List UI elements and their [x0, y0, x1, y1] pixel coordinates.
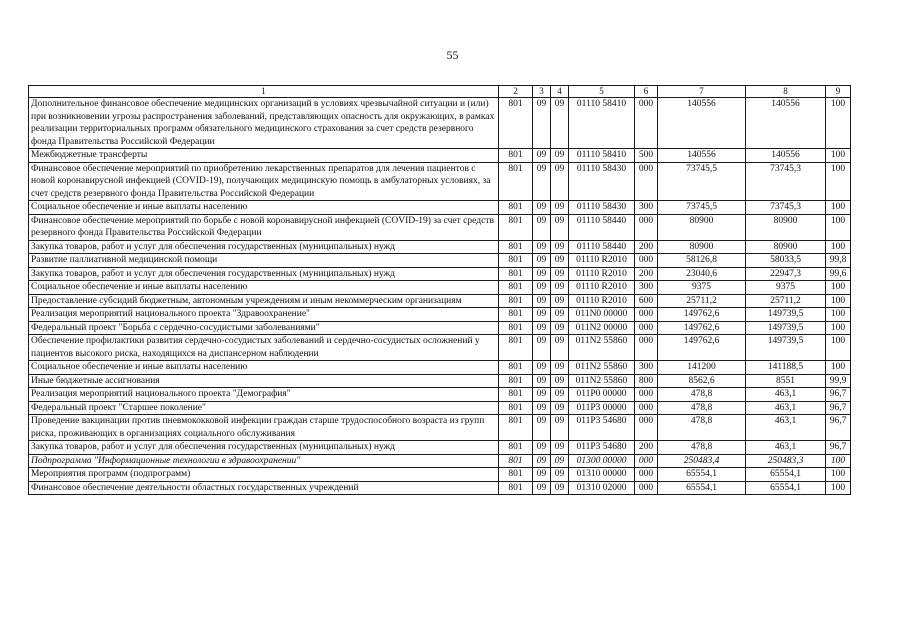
section-code: 09 — [533, 454, 551, 468]
section-code: 09 — [533, 361, 551, 375]
ministry-code: 801 — [499, 149, 533, 163]
execution-percent: 100 — [826, 240, 851, 254]
ministry-code: 801 — [499, 321, 533, 335]
expense-type-code: 000 — [635, 98, 658, 149]
table-row — [29, 149, 851, 163]
target-article-code: 011P3 00000 — [569, 401, 635, 415]
executed-amount: 463,1 — [746, 401, 826, 415]
expense-type-code: 000 — [635, 214, 658, 240]
execution-percent: 100 — [826, 481, 851, 495]
executed-amount: 65554,1 — [746, 481, 826, 495]
executed-amount: 58033,5 — [746, 254, 826, 268]
row-name: Финансовое обеспечение мероприятий по борьбе с новой коронавирусной инфекцией (COVID-19) за счет средств резервного фонда Правительства Российской Федерации — [29, 214, 499, 240]
table-row — [29, 415, 851, 441]
expense-type-code: 300 — [635, 361, 658, 375]
ministry-code: 801 — [499, 401, 533, 415]
row-name: Обеспечение профилактики развития сердечно-сосудистых заболеваний и сердечно-сосудистых осложнений у пациентов высокого риска, находящихся на диспансерном наблюдении — [29, 335, 499, 361]
row-name: Проведение вакцинации против пневмококковой инфекции граждан старше трудоспособного возраста из групп риска, проживающих в организациях социального обслуживания — [29, 415, 499, 441]
section-code: 09 — [533, 201, 551, 215]
section-code: 09 — [533, 214, 551, 240]
section-code: 09 — [533, 481, 551, 495]
target-article-code: 011N2 55860 — [569, 374, 635, 388]
executed-amount: 149739,5 — [746, 335, 826, 361]
subsection-code: 09 — [551, 468, 569, 482]
table-row — [29, 254, 851, 268]
ministry-code: 801 — [499, 481, 533, 495]
subsection-code: 09 — [551, 149, 569, 163]
subsection-code: 09 — [551, 162, 569, 201]
planned-amount: 149762,6 — [658, 335, 746, 361]
target-article-code: 01300 00000 — [569, 454, 635, 468]
table-row — [29, 361, 851, 375]
planned-amount: 149762,6 — [658, 321, 746, 335]
ministry-code: 801 — [499, 162, 533, 201]
execution-percent: 100 — [826, 468, 851, 482]
section-code: 09 — [533, 374, 551, 388]
section-code: 09 — [533, 321, 551, 335]
expense-type-code: 000 — [635, 481, 658, 495]
column-number: 1 — [29, 86, 499, 98]
planned-amount: 478,8 — [658, 388, 746, 402]
planned-amount: 65554,1 — [658, 481, 746, 495]
row-name: Финансовое обеспечение мероприятий по приобретению лекарственных препаратов для лечения пациентов с новой коронавирусной инфекцией (COVID-19), получающих медицинскую помощь в амбулаторных условиях, за счет средств резервного фонда Правительства Российской Федерации — [29, 162, 499, 201]
ministry-code: 801 — [499, 468, 533, 482]
target-article-code: 01110 58440 — [569, 240, 635, 254]
row-name: Мероприятия программ (подпрограмм) — [29, 468, 499, 482]
planned-amount: 80900 — [658, 240, 746, 254]
execution-percent: 100 — [826, 98, 851, 149]
subsection-code: 09 — [551, 267, 569, 281]
executed-amount: 140556 — [746, 149, 826, 163]
executed-amount: 463,1 — [746, 388, 826, 402]
ministry-code: 801 — [499, 454, 533, 468]
row-name: Федеральный проект "Старшее поколение" — [29, 401, 499, 415]
execution-percent: 100 — [826, 454, 851, 468]
execution-percent: 100 — [826, 162, 851, 201]
planned-amount: 73745,5 — [658, 201, 746, 215]
execution-percent: 100 — [826, 321, 851, 335]
row-name: Предоставление субсидий бюджетным, автономным учреждениям и иным некоммерческим организациям — [29, 294, 499, 308]
budget-table — [28, 85, 851, 495]
target-article-code: 01110 58430 — [569, 162, 635, 201]
subsection-code: 09 — [551, 454, 569, 468]
row-name: Иные бюджетные ассигнования — [29, 374, 499, 388]
subsection-code: 09 — [551, 240, 569, 254]
ministry-code: 801 — [499, 240, 533, 254]
executed-amount: 73745,3 — [746, 201, 826, 215]
planned-amount: 478,8 — [658, 441, 746, 455]
executed-amount: 22947,3 — [746, 267, 826, 281]
row-name: Закупка товаров, работ и услуг для обеспечения государственных (муниципальных) нужд — [29, 267, 499, 281]
row-name: Закупка товаров, работ и услуг для обеспечения государственных (муниципальных) нужд — [29, 441, 499, 455]
subsection-code: 09 — [551, 214, 569, 240]
subsection-code: 09 — [551, 321, 569, 335]
ministry-code: 801 — [499, 374, 533, 388]
table-row — [29, 267, 851, 281]
execution-percent: 100 — [826, 308, 851, 322]
execution-percent: 99,9 — [826, 374, 851, 388]
executed-amount: 80900 — [746, 214, 826, 240]
planned-amount: 478,8 — [658, 401, 746, 415]
expense-type-code: 000 — [635, 321, 658, 335]
target-article-code: 011N0 00000 — [569, 308, 635, 322]
planned-amount: 80900 — [658, 214, 746, 240]
column-number: 8 — [746, 86, 826, 98]
column-number: 2 — [499, 86, 533, 98]
executed-amount: 65554,1 — [746, 468, 826, 482]
planned-amount: 25711,2 — [658, 294, 746, 308]
expense-type-code: 000 — [635, 254, 658, 268]
column-number: 6 — [635, 86, 658, 98]
section-code: 09 — [533, 415, 551, 441]
section-code: 09 — [533, 294, 551, 308]
subsection-code: 09 — [551, 98, 569, 149]
target-article-code: 01310 00000 — [569, 468, 635, 482]
execution-percent: 96,7 — [826, 401, 851, 415]
planned-amount: 73745,5 — [658, 162, 746, 201]
executed-amount: 149739,5 — [746, 321, 826, 335]
section-code: 09 — [533, 308, 551, 322]
section-code: 09 — [533, 98, 551, 149]
section-code: 09 — [533, 468, 551, 482]
subsection-code: 09 — [551, 374, 569, 388]
target-article-code: 01310 02000 — [569, 481, 635, 495]
target-article-code: 01110 58440 — [569, 214, 635, 240]
expense-type-code: 200 — [635, 267, 658, 281]
ministry-code: 801 — [499, 415, 533, 441]
execution-percent: 96,7 — [826, 441, 851, 455]
subsection-code: 09 — [551, 415, 569, 441]
execution-percent: 100 — [826, 201, 851, 215]
target-article-code: 01110 R2010 — [569, 294, 635, 308]
planned-amount: 58126,8 — [658, 254, 746, 268]
ministry-code: 801 — [499, 388, 533, 402]
table-row — [29, 374, 851, 388]
ministry-code: 801 — [499, 335, 533, 361]
execution-percent: 100 — [826, 214, 851, 240]
expense-type-code: 000 — [635, 335, 658, 361]
planned-amount: 8562,6 — [658, 374, 746, 388]
row-name: Социальное обеспечение и иные выплаты населению — [29, 281, 499, 295]
target-article-code: 01110 58430 — [569, 201, 635, 215]
executed-amount: 140556 — [746, 98, 826, 149]
execution-percent: 96,7 — [826, 415, 851, 441]
subsection-code: 09 — [551, 281, 569, 295]
table-row — [29, 441, 851, 455]
planned-amount: 140556 — [658, 149, 746, 163]
row-name: Межбюджетные трансферты — [29, 149, 499, 163]
table-row — [29, 162, 851, 201]
target-article-code: 01110 58410 — [569, 98, 635, 149]
row-name: Социальное обеспечение и иные выплаты населению — [29, 201, 499, 215]
expense-type-code: 300 — [635, 201, 658, 215]
subsection-code: 09 — [551, 361, 569, 375]
table-row — [29, 240, 851, 254]
ministry-code: 801 — [499, 98, 533, 149]
subsection-code: 09 — [551, 481, 569, 495]
table-row — [29, 481, 851, 495]
executed-amount: 463,1 — [746, 415, 826, 441]
table-row — [29, 308, 851, 322]
row-name: Дополнительное финансовое обеспечение медицинских организаций в условиях чрезвычайной ситуации и (или) при возникновении угрозы распространения заболеваний, представляющих опасность для окружающих, в рамках реализации территориальных программ обязательного медицинского страхования за счет средств резервного фонда Правительства Российской Федерации — [29, 98, 499, 149]
subsection-code: 09 — [551, 254, 569, 268]
table-row — [29, 468, 851, 482]
ministry-code: 801 — [499, 201, 533, 215]
expense-type-code: 500 — [635, 149, 658, 163]
execution-percent: 100 — [826, 149, 851, 163]
executed-amount: 25711,2 — [746, 294, 826, 308]
column-number: 4 — [551, 86, 569, 98]
table-row — [29, 321, 851, 335]
execution-percent: 100 — [826, 294, 851, 308]
expense-type-code: 300 — [635, 281, 658, 295]
subsection-code: 09 — [551, 335, 569, 361]
expense-type-code: 000 — [635, 454, 658, 468]
executed-amount: 9375 — [746, 281, 826, 295]
table-row — [29, 388, 851, 402]
subsection-code: 09 — [551, 388, 569, 402]
section-code: 09 — [533, 441, 551, 455]
planned-amount: 65554,1 — [658, 468, 746, 482]
expense-type-code: 600 — [635, 294, 658, 308]
executed-amount: 250483,3 — [746, 454, 826, 468]
planned-amount: 9375 — [658, 281, 746, 295]
subsection-code: 09 — [551, 308, 569, 322]
target-article-code: 01110 58410 — [569, 149, 635, 163]
subsection-code: 09 — [551, 401, 569, 415]
planned-amount: 140556 — [658, 98, 746, 149]
expense-type-code: 000 — [635, 415, 658, 441]
table-header-row — [29, 86, 851, 98]
executed-amount: 73745,3 — [746, 162, 826, 201]
section-code: 09 — [533, 281, 551, 295]
planned-amount: 23040,6 — [658, 267, 746, 281]
target-article-code: 011N2 55860 — [569, 361, 635, 375]
row-name: Реализация мероприятий национального проекта "Здравоохранение" — [29, 308, 499, 322]
row-name: Реализация мероприятий национального проекта "Демография" — [29, 388, 499, 402]
target-article-code: 011N2 00000 — [569, 321, 635, 335]
execution-percent: 100 — [826, 361, 851, 375]
execution-percent: 100 — [826, 335, 851, 361]
expense-type-code: 000 — [635, 401, 658, 415]
table-row — [29, 335, 851, 361]
expense-type-code: 200 — [635, 240, 658, 254]
expense-type-code: 200 — [635, 441, 658, 455]
section-code: 09 — [533, 240, 551, 254]
table-row — [29, 98, 851, 149]
section-code: 09 — [533, 162, 551, 201]
table-row — [29, 281, 851, 295]
expense-type-code: 000 — [635, 468, 658, 482]
executed-amount: 141188,5 — [746, 361, 826, 375]
subsection-code: 09 — [551, 294, 569, 308]
target-article-code: 01110 R2010 — [569, 281, 635, 295]
row-name: Закупка товаров, работ и услуг для обеспечения государственных (муниципальных) нужд — [29, 240, 499, 254]
planned-amount: 478,8 — [658, 415, 746, 441]
ministry-code: 801 — [499, 361, 533, 375]
ministry-code: 801 — [499, 441, 533, 455]
expense-type-code: 000 — [635, 388, 658, 402]
section-code: 09 — [533, 254, 551, 268]
ministry-code: 801 — [499, 267, 533, 281]
ministry-code: 801 — [499, 281, 533, 295]
planned-amount: 149762,6 — [658, 308, 746, 322]
target-article-code: 011P0 00000 — [569, 388, 635, 402]
target-article-code: 01110 R2010 — [569, 254, 635, 268]
table-row — [29, 401, 851, 415]
section-code: 09 — [533, 401, 551, 415]
table-row — [29, 454, 851, 468]
row-name: Федеральный проект "Борьба с сердечно-сосудистыми заболеваниями" — [29, 321, 499, 335]
subsection-code: 09 — [551, 201, 569, 215]
target-article-code: 011P3 54680 — [569, 415, 635, 441]
table-row — [29, 294, 851, 308]
subsection-code: 09 — [551, 441, 569, 455]
execution-percent: 96,7 — [826, 388, 851, 402]
row-name: Социальное обеспечение и иные выплаты населению — [29, 361, 499, 375]
row-name: Подпрограмма "Информационные технологии в здравоохранении" — [29, 454, 499, 468]
table-row — [29, 214, 851, 240]
row-name: Развитие паллиативной медицинской помощи — [29, 254, 499, 268]
execution-percent: 99,8 — [826, 254, 851, 268]
page-number: 55 — [446, 48, 459, 62]
column-number: 9 — [826, 86, 851, 98]
execution-percent: 99,6 — [826, 267, 851, 281]
ministry-code: 801 — [499, 214, 533, 240]
execution-percent: 100 — [826, 281, 851, 295]
target-article-code: 011P3 54680 — [569, 441, 635, 455]
executed-amount: 463,1 — [746, 441, 826, 455]
section-code: 09 — [533, 149, 551, 163]
expense-type-code: 000 — [635, 308, 658, 322]
ministry-code: 801 — [499, 294, 533, 308]
column-number: 7 — [658, 86, 746, 98]
target-article-code: 01110 R2010 — [569, 267, 635, 281]
row-name: Финансовое обеспечение деятельности областных государственных учреждений — [29, 481, 499, 495]
table-row — [29, 201, 851, 215]
executed-amount: 80900 — [746, 240, 826, 254]
section-code: 09 — [533, 267, 551, 281]
section-code: 09 — [533, 388, 551, 402]
ministry-code: 801 — [499, 254, 533, 268]
column-number: 5 — [569, 86, 635, 98]
planned-amount: 250483,4 — [658, 454, 746, 468]
target-article-code: 011N2 55860 — [569, 335, 635, 361]
executed-amount: 149739,5 — [746, 308, 826, 322]
planned-amount: 141200 — [658, 361, 746, 375]
ministry-code: 801 — [499, 308, 533, 322]
section-code: 09 — [533, 335, 551, 361]
column-number: 3 — [533, 86, 551, 98]
expense-type-code: 000 — [635, 162, 658, 201]
expense-type-code: 800 — [635, 374, 658, 388]
executed-amount: 8551 — [746, 374, 826, 388]
